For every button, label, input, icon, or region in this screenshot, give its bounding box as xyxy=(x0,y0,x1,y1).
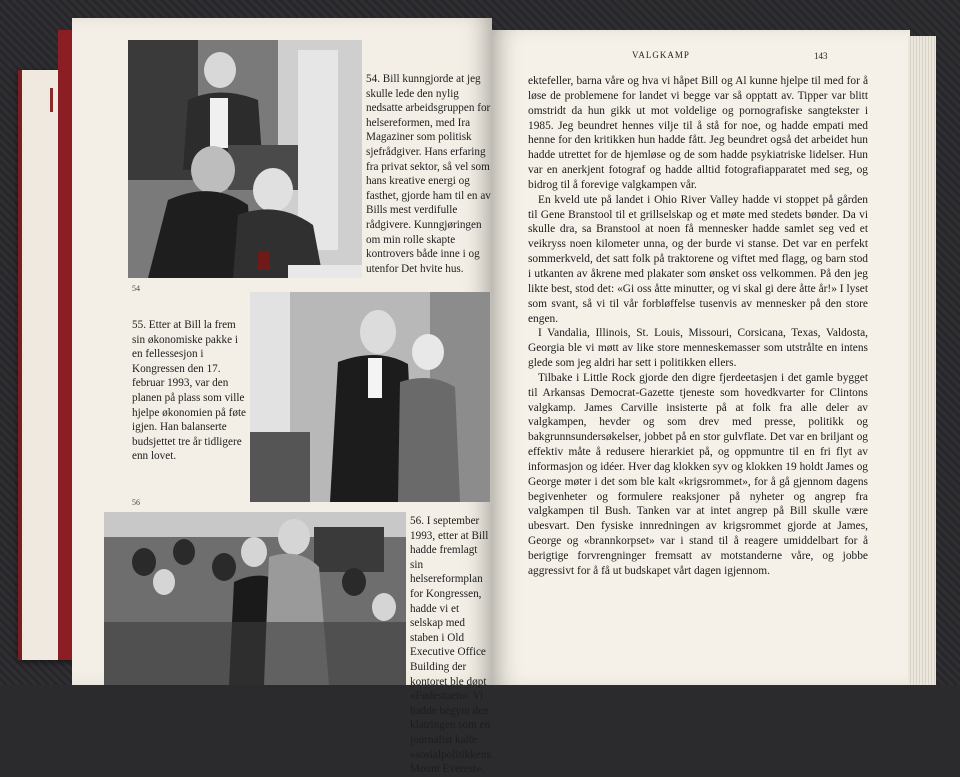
photo-56 xyxy=(104,512,406,685)
page-edges xyxy=(908,36,936,685)
photo-55 xyxy=(250,292,490,502)
caption-54: 54. Bill kunngjorde at jeg skulle lede den nylig nedsatte arbeidsgruppen for helsereformen, med Ira Magaziner som politisk sjefrådgiver. Hans erfaring fra privat sektor, så vel som hans kreative energi og fasthet, gjorde ham til en av Bills mest verdifulle rådgivere. Kunngjøringen om min rolle skapte kontrovers både inne i og utenfor Det hvite hus. xyxy=(366,73,491,275)
figure-number-54: 54 xyxy=(132,284,140,293)
paragraph: ektefeller, barna våre og hva vi håpet Bill og Al kunne hjelpe til med for å løse de problemene for landet vi begge var så opptatt av. Tipper var blitt omstridt da hun gikk ut mot voldelige og pornografiske sangtekster i 1985. Jeg beundret hennes vilje til å stå for noe, og hadde empati med henne for den kritikken hun hadde fått. Jeg beundret også det arbeidet hun hadde utrettet for de hjemløse og de som hadde psykiatriske lidelser. Hun var en anerkjent fotograf og hadde alltid fotografiapparatet med seg, og bidrog til å forevige valgkampen vår. xyxy=(528,75,868,191)
photo-54 xyxy=(128,40,362,278)
running-head: VALGKAMP xyxy=(632,50,690,60)
paragraph: Tilbake i Little Rock gjorde den digre fjerdeetasjen i det gamle bygget til Arkansas Democrat-Gazette tjeneste som hovedkvarter for Clintons valgkamp. James Carville insisterte på at folk fra alle deler av valgkampen, hevder og som drev med presse, politikk og bakgrunnsundersøkelser, jobbet på en stor gulvflate. Det var en briljant og effektiv måte å redusere hierarkiet på, og oppmuntre til en fri flyt av informasjon og idéer. Hver dag klokken syv og klokken 19 holdt James og George møter i det som ble kalt «krigsrommet», for å gå gjennom dagens begivenheter og formulere reaksjoner på nyheter og angrep fra valgkampen til Bush. Tanken var at intet angrep på Bill skulle være ubesvart. Den fysiske innredningen av krigsrommet gjorde at James, George og «brannkorpset» var i stand til å reagere umiddelbart for å berigtige forvrengninger fremsatt av motstanderne våre, og jobbe aggressivt for å få ut budskapet vårt dagen igjennom. xyxy=(528,371,868,577)
body-text xyxy=(528,74,868,579)
page-number: 143 xyxy=(814,51,828,61)
right-page xyxy=(492,30,910,685)
figure-number-56: 56 xyxy=(132,498,140,507)
left-page xyxy=(72,18,492,776)
paragraph: I Vandalia, Illinois, St. Louis, Missouri, Corsicana, Texas, Valdosta, Georgia ble vi møtt av like store menneskemasser som utstrålte en intens glede som jeg aldri har sett i politikken ellers. xyxy=(528,327,868,370)
paragraph: En kveld ute på landet i Ohio River Valley hadde vi stoppet på gården til Gene Branstool til et grillselskap og et møte med stedets bønder. Da vi skulle dra, sa Branstool at noen få mennesker hadde samlet seg ved et veikryss noen kilometer unna, og der burde vi stanse. Det var en perfekt sommerkveld, det satt folk på traktorene og viftet med flagg, og barn stod i utkanten av åkrene med plakater som ønsket oss velkommen. På den jeg likte best, stod det: «Gi oss åtte minutter, og vi skal gi dere åtte år!» I lyset som svant, så vi til vår forbløffelse tusenvis av mennesker på den store engen. xyxy=(528,193,868,325)
caption-55: 55. Etter at Bill la frem sin økonomiske pakke i en fellessesjon i Kongressen den 17. februar 1993, var den planen på plass som ville hjelpe økonomien på føte igjen. Han balanserte budsjettet tre år tidligere enn lovet. xyxy=(132,319,247,463)
caption-56: 56. I september 1993, etter at Bill hadde fremlagt sin helsereformplan for Kongressen, hadde vi et selskap med staben i Old Executive Office Building der kontoret ble døpt «Fødestuen». Vi hadde begynt den klatringen som en journalist kalte «sosialpolitikkens Mount Everest». xyxy=(410,515,491,776)
